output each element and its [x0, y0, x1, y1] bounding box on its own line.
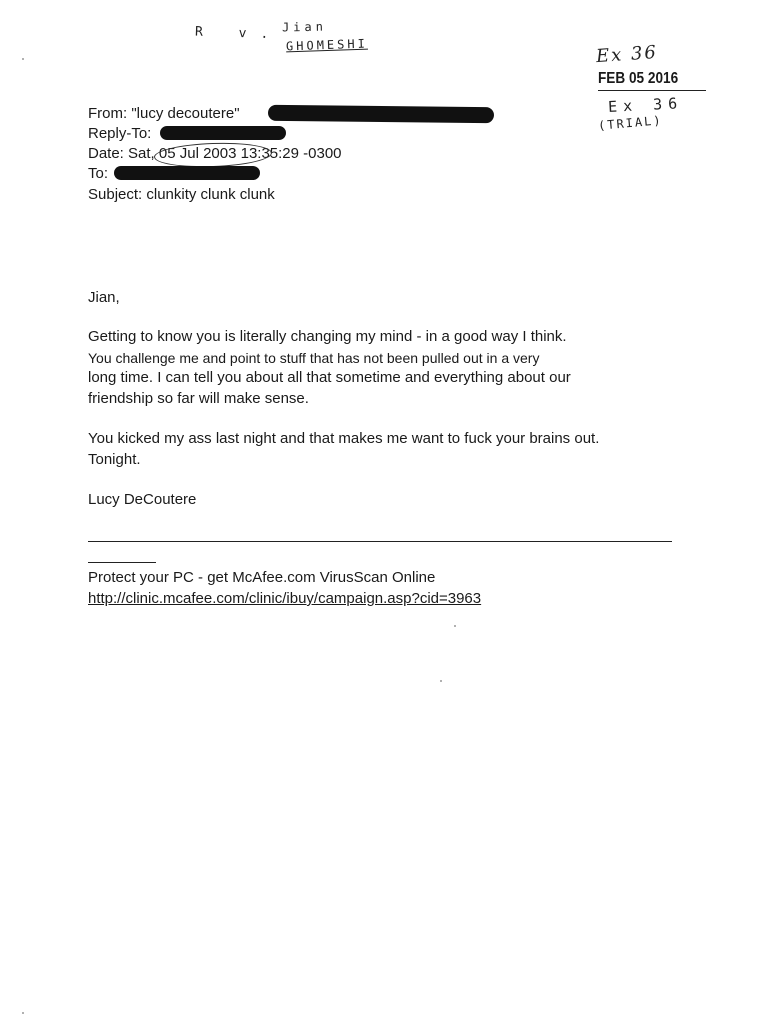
- email-subject-line: Subject: clunkity clunk clunk: [88, 186, 275, 203]
- redaction-bar-to: [114, 166, 260, 180]
- paragraph-1-line: Getting to know you is literally changing my mind - in a good way I think.: [88, 328, 567, 345]
- email-paragraph-2: [88, 429, 599, 470]
- email-signature: Lucy DeCoutere: [88, 491, 197, 508]
- redaction-bar-from: [268, 105, 494, 123]
- scan-speck: [454, 625, 456, 627]
- footer-ad-text: Protect your PC - get McAfee.com VirusScan Online: [88, 569, 436, 586]
- footer-ad-link[interactable]: http://clinic.mcafee.com/clinic/ibuy/campaign.asp?cid=3963: [88, 590, 482, 607]
- handwritten-case-prefix: R v.: [194, 24, 283, 43]
- redaction-bar-reply-to: [160, 126, 286, 140]
- scan-speck: [22, 58, 24, 60]
- scan-speck: [22, 1012, 24, 1014]
- email-to-line: To:: [88, 165, 109, 182]
- paragraph-1-line: You challenge me and point to stuff that has not been pulled out in a very: [88, 349, 540, 366]
- email-date-line: Date: Sat, 05 Jul 2003 13:35:29 -0300: [88, 145, 342, 162]
- handwritten-case-name-last: GHOMESHI: [285, 36, 369, 54]
- date-stamp-underline: [598, 90, 706, 91]
- handwritten-exhibit-number: Ex 36: [607, 94, 684, 116]
- scan-speck: [440, 680, 442, 682]
- email-paragraph-1: [88, 327, 571, 409]
- email-from-line: From: "lucy decoutere": [88, 105, 240, 122]
- paragraph-1-line: long time. I can tell you about all that sometime and everything about our: [88, 369, 571, 386]
- paragraph-2-line: You kicked my ass last night and that makes me want to fuck your brains out.: [88, 430, 600, 447]
- date-stamp: FEB 05 2016: [598, 70, 679, 87]
- paragraph-2-line: Tonight.: [88, 450, 141, 468]
- footer-divider-line: [88, 541, 672, 542]
- handwritten-exhibit-trial-note: (TRIAL): [597, 113, 664, 133]
- handwritten-case-name-first: Jian: [281, 19, 328, 35]
- email-greeting: Jian,: [88, 289, 120, 306]
- footer-divider-continuation: [88, 562, 156, 563]
- handwritten-exhibit-top: Ex 36: [595, 41, 659, 68]
- email-reply-to-line: Reply-To:: [88, 125, 152, 142]
- paragraph-1-line: friendship so far will make sense.: [88, 389, 309, 407]
